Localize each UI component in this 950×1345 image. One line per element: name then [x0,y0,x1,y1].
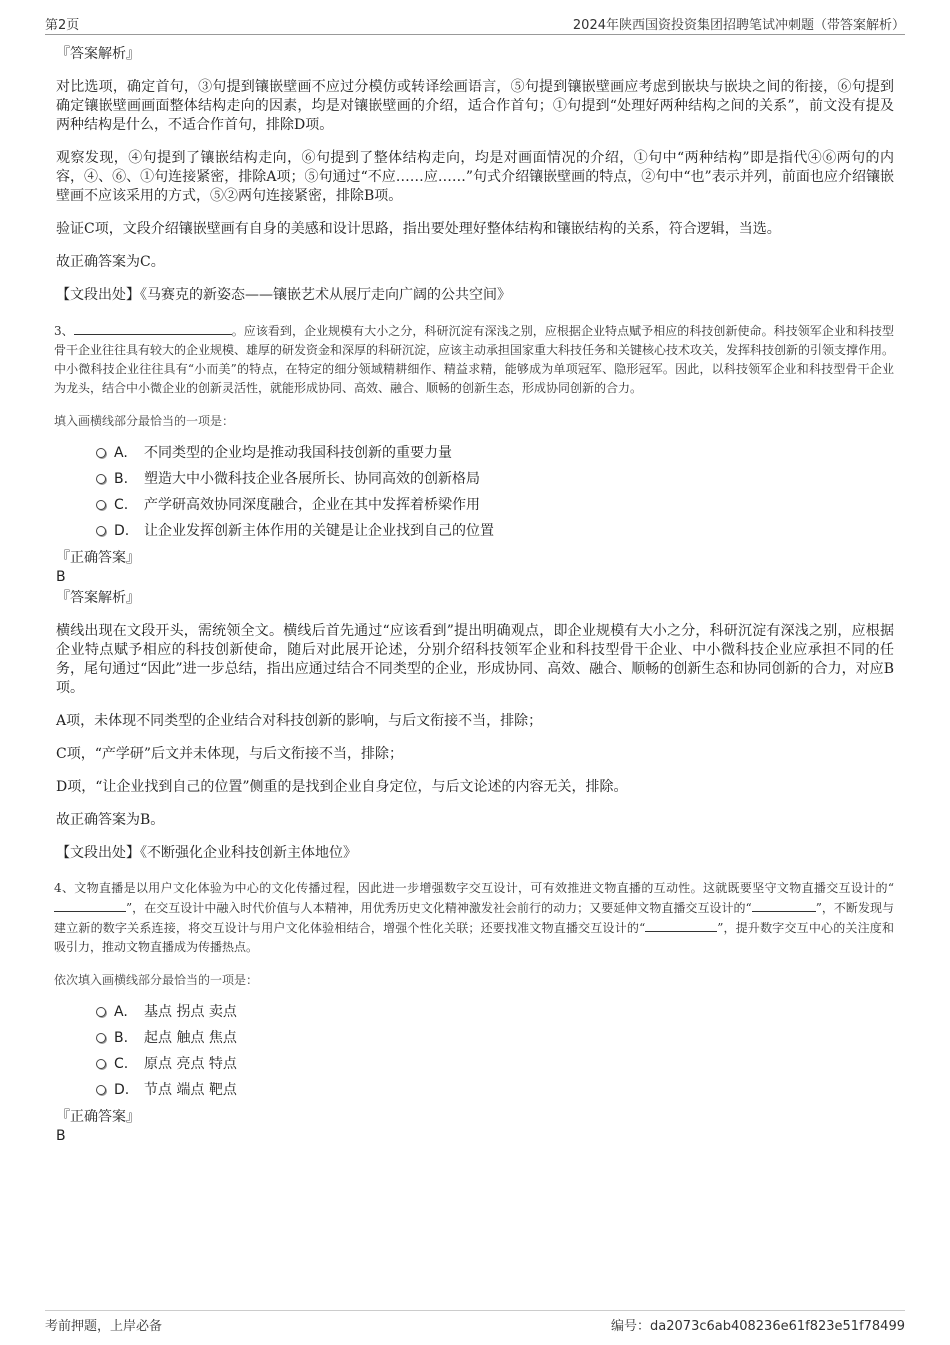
question-text: ”，不断发现与建立新的数字关系连接，将交互设计与用户文化体验相结合，增强个性化关联；还要找准文物直播交互设计的“ [54,901,895,935]
option-letter: A. [114,445,128,461]
question-text: ”，在交互设计中融入时代价值与人本精神，用优秀历史文化精神激发社会前行的动力；又要延伸文物直播交互设计的“ [126,901,752,915]
option-b[interactable] [96,1029,894,1047]
source-citation: 【文段出处】《不断强化企业科技创新主体地位》 [56,845,357,861]
correct-answer-label: 『正确答案』 [56,1109,140,1125]
analysis-paragraph: 观察发现，④句提到了镶嵌结构走向，⑥句提到了整体结构走向，均是对画面情况的介绍，①句中“两种结构”即是指代④⑥两句的内容，④、⑥、①句连接紧密，排除A项；⑤句通过“不应……应……”句式介绍镶嵌壁画的特点，②句中“也”表示并列，前面也应介绍镶嵌壁画不应该采用的方式，⑤②两句连接紧密，排除B项。 [56,150,894,204]
option-text: 节点 端点 靶点 [144,1082,237,1098]
analysis-label: 『答案解析』 [56,590,140,606]
radio-icon[interactable] [96,500,106,510]
option-text: 让企业发挥创新主体作用的关键是让企业找到自己的位置 [144,523,494,539]
option-letter: D. [114,1082,130,1098]
radio-icon[interactable] [96,1033,106,1043]
option-letter: D. [114,523,130,539]
option-text: 塑造大中小微科技企业各展所长、协同高效的创新格局 [144,471,480,487]
page-header [45,12,905,35]
option-letter: B. [114,1030,129,1046]
option-a[interactable] [96,444,894,462]
option-text: 不同类型的企业均是推动我国科技创新的重要力量 [144,445,452,461]
question-3-options [96,444,894,540]
option-letter: C. [114,497,129,513]
page-number: 第2页 [45,18,80,33]
radio-icon[interactable] [96,448,106,458]
fill-blank [74,321,232,335]
option-text: 基点 拐点 卖点 [144,1004,237,1020]
radio-icon[interactable] [96,1085,106,1095]
radio-icon[interactable] [96,474,106,484]
option-b[interactable] [96,470,894,488]
question-instruction: 依次填入画横线部分最恰当的一项是： [54,973,259,987]
question-number: 4、 [54,881,75,895]
option-letter: C. [114,1056,129,1072]
fill-blank [752,898,816,912]
option-text: 原点 亮点 特点 [144,1056,237,1072]
document-code: 编号：da2073c6ab408236e61f823e51f78499 [611,1319,905,1334]
option-a[interactable] [96,1003,894,1021]
page-content [56,44,894,1145]
question-4-stem [54,879,894,957]
analysis-paragraph: 对比选项，确定首句，③句提到镶嵌壁画不应过分模仿或转译绘画语言，⑤句提到镶嵌壁画应考虑到嵌块与嵌块之间的衔接，⑥句提到确定镶嵌壁画画面整体结构走向的因素，均是对镶嵌壁画的介绍，适合作首句；①句提到“处理好两种结构之间的关系”，前文没有提及两种结构是什么，不适合作首句，排除D项。 [56,79,894,133]
question-instruction: 填入画横线部分最恰当的一项是： [54,414,235,428]
analysis-paragraph: 横线出现在文段开头，需统领全文。横线后首先通过“应该看到”提出明确观点，即企业规模有大小之分，科研沉淀有深浅之别，应根据企业特点赋予相应的科技创新使命，随后对此展开论述，分别介绍科技领军企业和科技型骨干企业、中小微科技企业应承担不同的任务，尾句通过“因此”进一步总结，指出应通过结合不同类型的企业，形成协同、高效、融合、顺畅的创新生态和协同创新的合力，对应B项。 [56,623,894,696]
radio-icon[interactable] [96,1059,106,1069]
question-text: ”，提升数字交互中心的关注度和吸引力，推动文物直播成为传播热点。 [54,921,895,954]
question-4-options [96,1003,894,1099]
analysis-paragraph: C项，“产学研”后文并未体现，与后文衔接不当，排除； [56,746,404,762]
correct-answer: B [56,569,66,585]
analysis-conclusion: 故正确答案为C。 [56,254,165,270]
fill-blank [645,918,717,932]
footer-slogan: 考前押题，上岸必备 [45,1319,163,1334]
radio-icon[interactable] [96,526,106,536]
fill-blank [54,898,126,912]
option-text: 产学研高效协同深度融合，企业在其中发挥着桥梁作用 [144,497,480,513]
option-letter: A. [114,1004,128,1020]
option-letter: B. [114,471,129,487]
analysis-label: 『答案解析』 [56,46,140,62]
correct-answer-label: 『正确答案』 [56,550,140,566]
question-3-stem [54,321,894,398]
analysis-conclusion: 故正确答案为B。 [56,812,165,828]
option-text: 起点 触点 焦点 [144,1030,237,1046]
option-d[interactable] [96,522,894,540]
analysis-paragraph: 验证C项，文段介绍镶嵌壁画有自身的美感和设计思路，指出要处理好整体结构和镶嵌结构的关系，符合逻辑，当选。 [56,221,781,237]
option-c[interactable] [96,1055,894,1073]
question-text: 文物直播是以用户文化体验为中心的文化传播过程，因此进一步增强数字交互设计，可有效推进文物直播的互动性。这就既要坚守文物直播交互设计的“ [74,881,894,895]
analysis-paragraph: D项，“让企业找到自己的位置”侧重的是找到企业自身定位，与后文论述的内容无关，排除。 [56,779,628,795]
analysis-paragraph: A项，未体现不同类型的企业结合对科技创新的影响，与后文衔接不当，排除； [56,713,543,729]
question-text: 。应该看到，企业规模有大小之分，科研沉淀有深浅之别，应根据企业特点赋予相应的科技创新使命。科技领军企业和科技型骨干企业往往具有较大的企业规模、雄厚的研发资金和深厚的科研沉淀，应该主动承担国家重大科技任务和关键核心技术攻关，发挥科技创新的引领支撑作用。中小微科技企业往往具有“小而美”的特点，在特定的细分领域精耕细作、精益求精，能够成为单项冠军、隐形冠军。因此，以科技领军企业和科技型骨干企业为龙头，结合中小微企业的创新灵活性，就能形成协同、高效、融合、顺畅的创新生态，形成协同创新的合力。 [54,324,895,395]
option-c[interactable] [96,496,894,514]
option-d[interactable] [96,1081,894,1099]
question-number: 3、 [54,324,74,338]
source-citation: 【文段出处】《马赛克的新姿态——镶嵌艺术从展厅走向广阔的公共空间》 [56,287,511,303]
document-title: 2024年陕西国资投资集团招聘笔试冲刺题（带答案解析） [572,18,905,33]
page-footer [45,1310,905,1335]
radio-icon[interactable] [96,1007,106,1017]
correct-answer: B [56,1128,66,1144]
